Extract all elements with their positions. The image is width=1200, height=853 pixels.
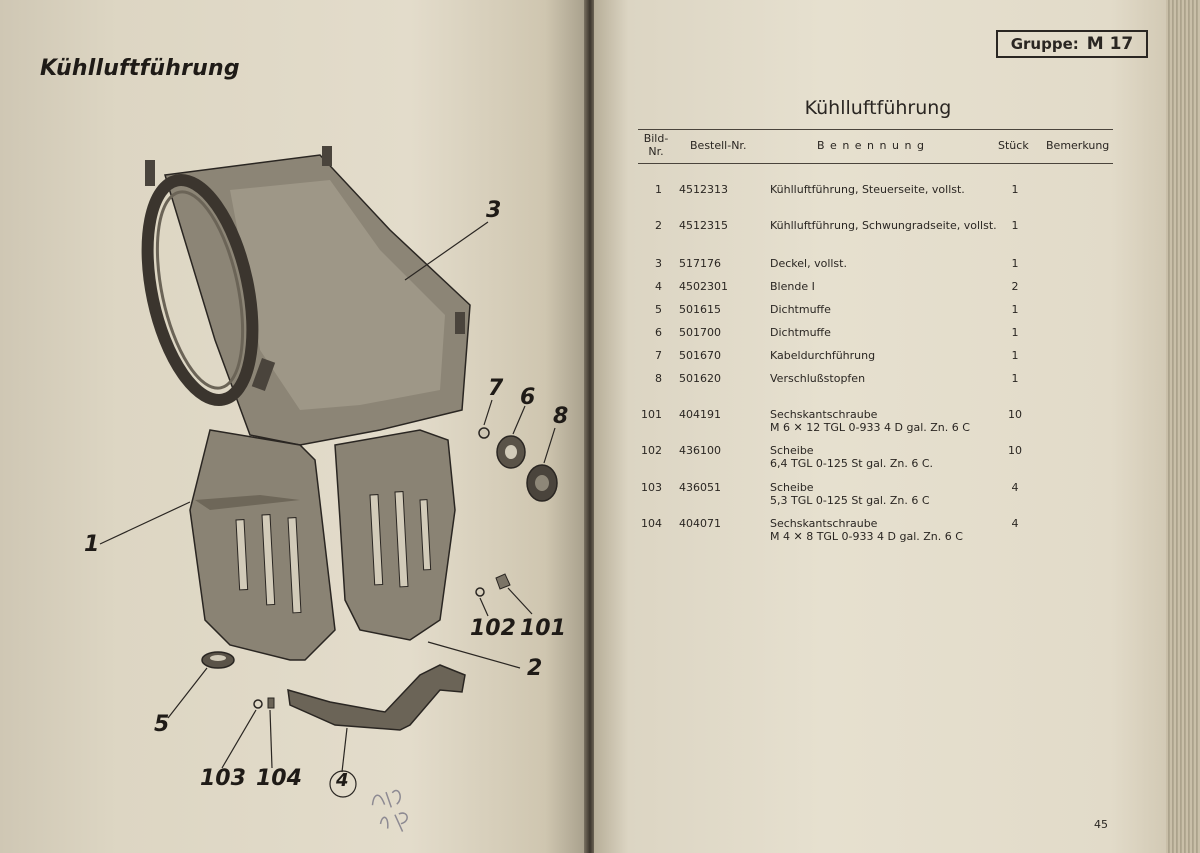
part-104-screw [268,698,274,708]
cell-bild-nr: 6 [655,326,662,339]
cell-bestell-nr: 501620 [679,372,721,385]
cell-bestell-nr: 4502301 [679,280,728,293]
callout-8: 8 [553,404,569,429]
header-bestell-nr: Bestell-Nr. [690,139,747,152]
cell-bild-nr: 5 [655,303,662,316]
pencil-scribble [362,774,433,845]
group-box [996,30,1148,58]
cell-bestell-nr: 4512313 [679,183,728,196]
cell-stueck: 1 [1011,349,1019,362]
cell-benennung: Kühlluftführung, Steuerseite, vollst. [770,183,965,196]
group-label: Gruppe: [1010,35,1079,53]
cell-bestell-nr: 517176 [679,257,721,270]
cell-bestell-nr: 501670 [679,349,721,362]
cell-benennung: Scheibe 6,4 TGL 0-125 St gal. Zn. 6 C. [770,444,934,470]
header-bemerkung: Bemerkung [1046,139,1110,152]
group-code: M 17 [1086,34,1134,54]
cell-benennung: Dichtmuffe [770,326,831,339]
cell-bild-nr: 1 [655,183,662,196]
cell-bild-nr: 2 [655,219,662,232]
callout-3: 3 [486,198,502,223]
cell-benennung: Sechskantschraube M 6 ✕ 12 TGL 0-933 4 D gal. Zn. 6 C [770,408,970,434]
cell-stueck: 1 [1011,326,1019,339]
duct-part-2 [335,430,455,640]
callout-102: 102 [470,616,516,641]
callout-4: 4 [336,770,349,791]
parts-list-title: Kühlluftführung [804,97,952,119]
part-102-washer [476,588,484,596]
header-benennung: Benennung [817,139,930,152]
cell-stueck: 1 [1011,183,1019,196]
cell-benennung: Deckel, vollst. [770,257,847,270]
callout-5: 5 [154,712,170,737]
cell-bild-nr: 7 [655,349,662,362]
part-4-strap [288,665,465,730]
callout-1: 1 [84,532,100,557]
callout-103: 103 [200,766,246,791]
cell-bestell-nr: 436100 [679,444,721,457]
part-103-washer [254,700,262,708]
cell-benennung: Verschlußstopfen [770,372,866,385]
cell-benennung: Kabeldurchführung [770,349,876,362]
cell-bestell-nr: 501700 [679,326,721,339]
callout-6: 6 [520,385,536,410]
cell-stueck: 1 [1011,372,1019,385]
cell-bild-nr: 3 [655,257,662,270]
cell-benennung: Kühlluftführung, Schwungradseite, vollst. [770,219,997,232]
page-edges [1166,0,1200,853]
cell-stueck: 10 [1008,408,1022,421]
cell-stueck: 4 [1011,481,1019,494]
cell-stueck: 1 [1011,303,1019,316]
cell-bild-nr: 101 [641,408,662,421]
part-7-grommet [479,428,489,438]
cell-bild-nr: 102 [641,444,662,457]
header-bild-nr: Bild- Nr. [643,132,669,158]
header-stueck: Stück [998,139,1029,152]
cell-bild-nr: 104 [641,517,662,530]
cell-bestell-nr: 436051 [679,481,721,494]
callout-104: 104 [256,766,302,791]
page-number: 45 [1094,818,1108,831]
cell-bild-nr: 4 [655,280,662,293]
cell-benennung: Dichtmuffe [770,303,831,316]
cell-benennung: Sechskantschraube M 4 ✕ 8 TGL 0-933 4 D gal. Zn. 6 C [770,517,963,543]
cell-bestell-nr: 4512315 [679,219,728,232]
callout-7: 7 [488,376,504,401]
cell-benennung: Blende I [770,280,815,293]
part-101-screw [496,574,510,589]
cell-stueck: 2 [1011,280,1019,293]
cell-bestell-nr: 404191 [679,408,721,421]
header-rule-bottom [638,163,1113,164]
cell-bild-nr: 8 [655,372,662,385]
cell-benennung: Scheibe 5,3 TGL 0-125 St gal. Zn. 6 C [770,481,930,507]
cell-bild-nr: 103 [641,481,662,494]
cell-bestell-nr: 404071 [679,517,721,530]
cell-stueck: 1 [1011,257,1019,270]
cell-stueck: 1 [1011,219,1019,232]
callout-2: 2 [527,656,543,681]
header-rule-top [638,129,1113,130]
diagram-title: Kühlluftführung [40,56,240,81]
callout-101: 101 [520,616,566,641]
left-page [0,0,586,853]
cell-stueck: 10 [1008,444,1022,457]
cell-bestell-nr: 501615 [679,303,721,316]
duct-part-1 [190,430,335,660]
cell-stueck: 4 [1011,517,1019,530]
